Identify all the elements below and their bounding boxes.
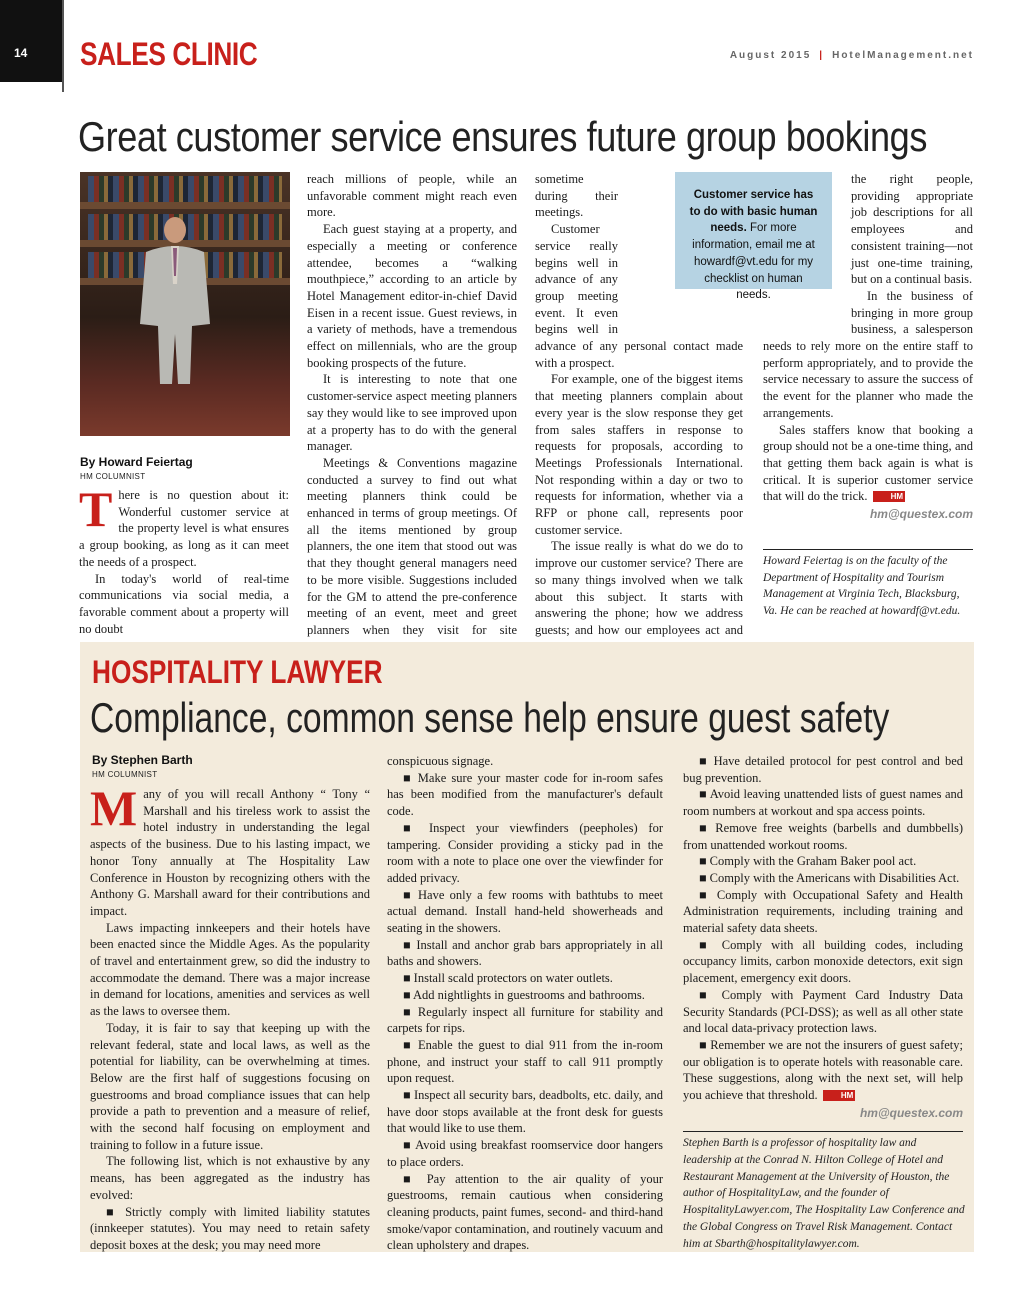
list-item: ■ Make sure your master code for in-room safes has been modified from the manufacturer's default code.: [387, 770, 663, 819]
list-item: ■ Add nightlights in guestrooms and bathrooms.: [403, 987, 645, 1002]
list-item: ■ Strictly comply with limited liability statutes (innkeeper statutes). You may need to retain safety deposit boxes at the desk; you may need more: [90, 1204, 370, 1252]
article1-email[interactable]: hm@questex.com: [869, 507, 973, 522]
list-item: ■ Comply with Occupational Safety and Health Administration requirements, including training and material safety data sheets.: [683, 887, 963, 936]
hm-end-mark-icon: HM: [823, 1090, 855, 1101]
bio-divider: [763, 549, 973, 550]
article1-dropcap: T: [79, 481, 113, 537]
callout-text: For more information, email me at howardf@vt.edu for my checklist on human needs.: [692, 222, 815, 302]
author-photo: [80, 172, 290, 436]
section-title: SALES CLINIC: [80, 36, 258, 72]
tab-rule: [62, 0, 64, 92]
issue-line: August 2015 | HotelManagement.net: [729, 50, 974, 61]
article1-bio: Howard Feiertag is on the faculty of the Department of Hospitality and Tourism Management at Virginia Tech, Blacksburg, Va. He can be reached at howardf@vt.edu.: [763, 555, 961, 617]
list-item: ■ Pay attention to the air quality of your guestrooms, remain cautious when considering cleaning products, paint fumes, second- and third-hand smoke/vapor contamination, and routinely vacuum and clean upholstery and drapes.: [387, 1171, 663, 1253]
article2-headline: Compliance, common sense help ensure guest safety: [90, 694, 890, 741]
list-item: ■ Inspect all security bars, deadbolts, etc. daily, and have door stops available at the front desk for guests that would like to use them.: [387, 1088, 663, 1136]
list-item: ■ Avoid leaving unattended lists of guest names and room numbers at workout and spa access points.: [683, 787, 963, 819]
list-item: ■ Comply with all building codes, including occupancy limits, carbon monoxide detectors, exit sign placement, emergency exit doors.: [683, 937, 963, 986]
article1-column-4: [763, 171, 973, 521]
article2-dropcap: M: [90, 780, 138, 836]
list-item: ■ Remove free weights (barbells and dumbbells) from unattended workout rooms.: [683, 820, 963, 852]
paragraph: here is no question about it: Wonderful customer service at the property level is what ensures a group booking, as long as it can meet the needs of a prospect.: [79, 488, 289, 569]
list-item: ■ Comply with the Americans with Disabilities Act.: [699, 870, 960, 885]
list-item: ■ Regularly inspect all furniture for stability and carpets for rips.: [387, 1004, 663, 1036]
paragraph: sometime during their meetings.: [535, 172, 618, 220]
list-item: ■ Inspect your viewfinders (peepholes) for tampering. Consider providing a sticky pad in the room with a note to place one over the viewfinder for added privacy.: [387, 820, 663, 885]
page-tab: [0, 0, 62, 82]
list-item: ■ Enable the guest to dial 911 from the in-room phone, and instruct your staff to call 911 promptly upon request.: [387, 1037, 663, 1086]
paragraph: any of you will recall Anthony “ Tony “ Marshall and his tireless work to assist the hotel industry in understanding the legal aspects of the business. Due to his lasting impact, we honor Tony annually at The Hospitality Law Conference in Houston by recognizing others with the Anthony G. Marshall award for their contributions and impact.: [90, 787, 370, 918]
article1-byline: By Howard Feiertag: [80, 455, 193, 469]
article2-column-1: [90, 780, 370, 1254]
list-item: ■ Install and anchor grab bars appropriately in all baths and showers.: [387, 937, 663, 969]
callout-spacer: [763, 171, 851, 329]
paragraph: For example, one of the biggest items that meeting planners complain about every year is the slow response they get from sales staffers in response to requests for proposals, according to Meetings Professionals International. Not responding within a day or two to requests for information, whether via a RFP or phone call, represents poor customer service.: [535, 372, 743, 537]
article2-section-title: HOSPITALITY LAWYER: [92, 654, 383, 690]
hm-end-mark-icon: HM: [873, 491, 905, 502]
paragraph: It is interesting to note that one customer-service aspect meeting planners say they would like to see improved upon at a property has to do with the general manager.: [307, 372, 517, 454]
list-item: ■ Remember we are not the insurers of guest safety; our obligation is to operate hotels with reasonable care. These suggestions, along with the next set, will help you achieve that threshold. HM: [683, 1037, 963, 1103]
article1-headline: Great customer service ensures future group bookings: [78, 113, 927, 160]
article2-email[interactable]: hm@questex.com: [859, 1105, 963, 1120]
article2-bio: Stephen Barth is a professor of hospitality law and leadership at the Conrad N. Hilton College of Hotel and Restaurant Management at the University of Houston, the author of HospitalityLaw, and the founder of HospitalityLawyer.com, The Hospitality Law Conference and the Global Congress on Travel Risk Management. Contact him at Sbarth@hospitalitylawyer.com.: [683, 1137, 965, 1250]
paragraph: In today's world of real-time communications via social media, a favorable comment about a property will no doubt: [79, 571, 289, 636]
issue-date: August 2015: [729, 50, 812, 61]
paragraph: Each guest staying at a property, and especially a meeting or conference attendee, becomes a “walking mouthpiece,” according to an article by Hotel Management editor-in-chief David Eisen in a recent issue. Guest reviews, in a variety of methods, have a tremendous effect on millennials, who are the group booking prospects of the future.: [307, 222, 517, 370]
paragraph: Sales staffers know that booking a group should not be a one-time thing, and that getting them back again is what is critical. It is superior customer service that will do the trick. HM: [763, 422, 973, 504]
paragraph: In the business of bringing in more group business, a salesperson needs to rely more on the entire staff to perform appropriately, and to provide the service necessary to assure the success of the event for the planner who made the arrangements.: [763, 288, 973, 420]
page-number: 14: [14, 46, 28, 60]
bio-divider: [683, 1131, 963, 1132]
article2-role: HM COLUMNIST: [92, 770, 158, 779]
article2-column-3: [683, 753, 963, 1120]
list-item: ■ Comply with the Graham Baker pool act.: [699, 854, 917, 869]
paragraph: Customer service really begins well in advance of any group meeting event. It even begins well in advance of any personal contact made with a prospect.: [535, 222, 743, 370]
paragraph: Laws impacting innkeepers and their hotels have been enacted since the Middle Ages. As the popularity of travel and entertainment grew, so did the industry to accommodate the demand. There was a major increase in demand for locations, amenities and services as well as the laws to oversee them.: [90, 920, 370, 1019]
article2-byline: By Stephen Barth: [92, 753, 193, 767]
paragraph: conspicuous signage.: [387, 754, 494, 768]
paragraph: reach millions of people, while an unfavorable comment might reach even more.: [307, 172, 517, 220]
list-item: ■ Install scald protectors on water outlets.: [403, 971, 613, 986]
author-figure-icon: [132, 214, 218, 384]
article2-column-2: [387, 753, 663, 1254]
article1-role: HM COLUMNIST: [80, 472, 146, 481]
list-item: ■ Avoid using breakfast roomservice door hangers to place orders.: [387, 1138, 663, 1169]
paragraph: the right people, providing appropriate job descriptions for all employees and consistent training—not just one-time training, but on a continual basis.: [851, 172, 973, 287]
list-item: ■ Have only a few rooms with bathtubs to meet actual demand. Install hand-held showerheads and seating in the showers.: [387, 887, 663, 936]
paragraph: Meetings & Conventions magazine conducted a survey to find out what meeting planners think could be enhanced in terms of group meetings. Of all the items mentioned by group planners, the one item that stood out was that they thought general managers need to be more visible. Suggestions included for the GM to attend the pre-conference meeting of an event, meet and greet planners when they visit for site: [307, 455, 517, 637]
article1-column-2: [307, 171, 517, 655]
paragraph: The issue really is what do we do to improve our customer service? There are so many things involved when we talk about this subject. It starts with answering the phone; how we address guests; and how our employees act and: [535, 539, 743, 637]
site-url: HotelManagement.net: [832, 50, 974, 61]
callout-bold: Customer service has to do with basic human needs.: [689, 189, 818, 235]
article1-column-1: [79, 481, 289, 637]
paragraph: Today, it is fair to say that keeping up with the relevant federal, state and local laws, as well as the potential for liability, can be overwhelming at times. Below are the first half of suggestions focusing on guestrooms and broad compliance issues that can help provide a path to prevention and a measure of relief, with the second half focusing on employment and training to follow in a future issue.: [90, 1020, 370, 1152]
list-item: ■ Have detailed protocol for pest control and bed bug prevention.: [683, 754, 963, 785]
paragraph: The following list, which is not exhaustive by any means, has been aggregated as the industry has evolved:: [90, 1154, 370, 1202]
list-item: ■ Comply with Payment Card Industry Data Security Standards (PCI-DSS); as well as all other state and local data-privacy protection laws.: [683, 987, 963, 1036]
